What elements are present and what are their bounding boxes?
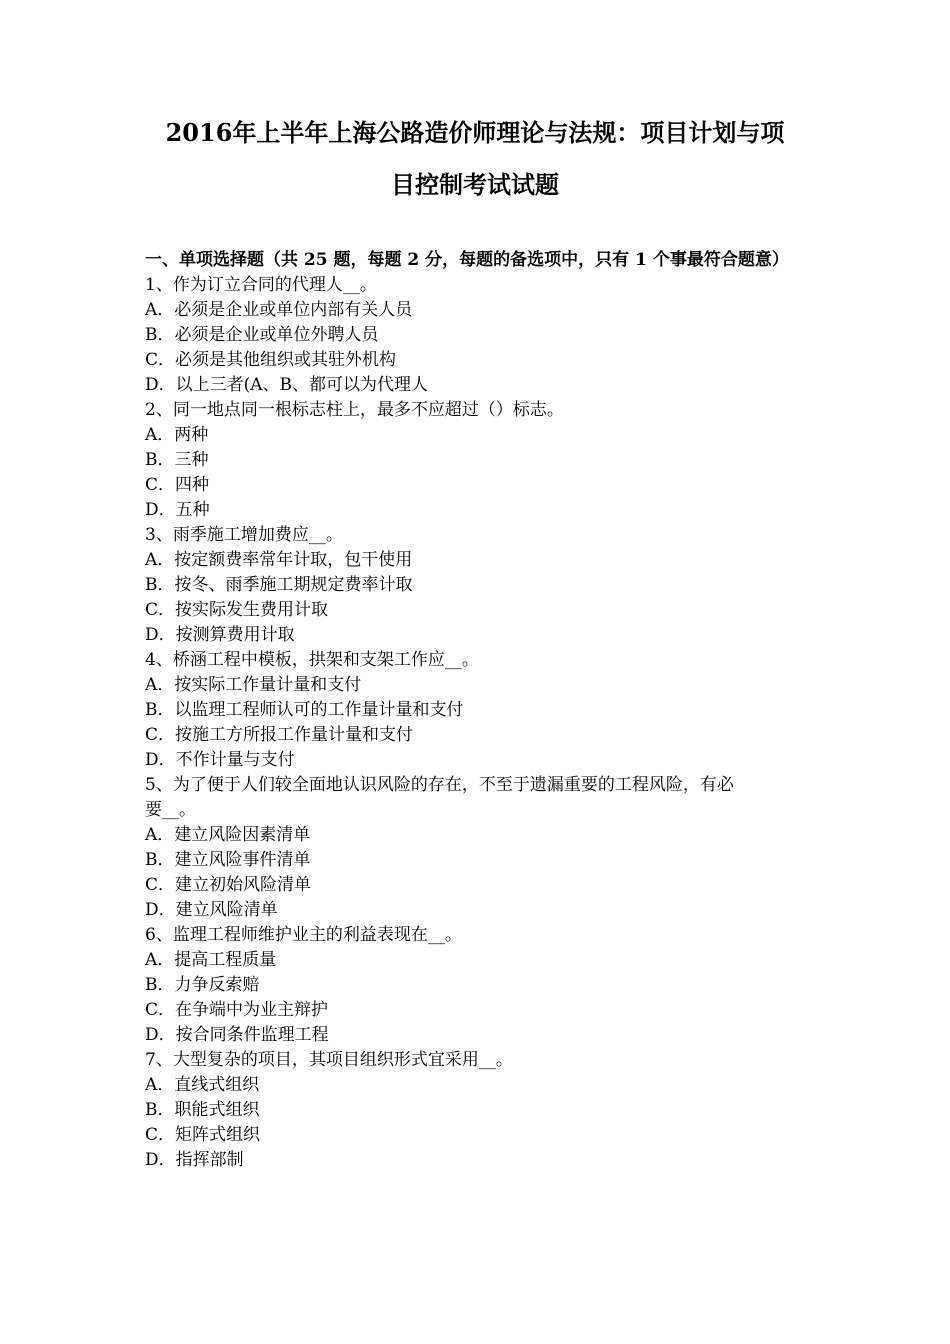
question-option: D．指挥部制 <box>145 1150 244 1170</box>
question-option: C．建立初始风险清单 <box>145 875 312 895</box>
question-list <box>145 273 810 1173</box>
question-option: B．力争反索赔 <box>145 975 260 995</box>
question-option: A．必须是企业或单位内部有关人员 <box>145 300 413 320</box>
question-stem: 5、为了便于人们较全面地认识风险的存在，不至于遗漏重要的工程风险，有必 <box>145 775 734 795</box>
section-heading: 一、单项选择题（共 25 题，每题 2 分，每题的备选项中，只有 1 个事最符合题意） <box>145 250 789 270</box>
question-option: A．两种 <box>145 425 209 445</box>
question-option: C．按施工方所报工作量计量和支付 <box>145 725 414 745</box>
question-stem: 3、雨季施工增加费应__。 <box>145 525 343 545</box>
question-option: B．必须是企业或单位外聘人员 <box>145 325 379 345</box>
question-option: B．建立风险事件清单 <box>145 850 311 870</box>
document-title-line-2: 目控制考试试题 <box>391 170 559 199</box>
question-option: C．矩阵式组织 <box>145 1125 261 1145</box>
question-option: D．不作计量与支付 <box>145 750 295 770</box>
question-option: B．职能式组织 <box>145 1100 260 1120</box>
question-7 <box>145 1048 810 1173</box>
question-option: A．按实际工作量计量和支付 <box>145 675 362 695</box>
question-option: A．提高工程质量 <box>145 950 277 970</box>
question-option: D．建立风险清单 <box>145 900 278 920</box>
question-stem: 2、同一地点同一根标志柱上，最多不应超过（）标志。 <box>145 400 564 420</box>
question-option: C．按实际发生费用计取 <box>145 600 329 620</box>
question-5 <box>145 773 810 923</box>
question-option: D．以上三者(A、B、都可以为代理人 <box>145 375 429 395</box>
question-stem: 6、监理工程师维护业主的利益表现在__。 <box>145 925 462 945</box>
question-3 <box>145 523 810 648</box>
question-4 <box>145 648 810 773</box>
question-stem: 1、作为订立合同的代理人__。 <box>145 275 377 295</box>
question-option: C．必须是其他组织或其驻外机构 <box>145 350 397 370</box>
question-option: A．按定额费率常年计取，包干使用 <box>145 550 413 570</box>
document-body <box>145 248 810 1173</box>
question-stem: 要__。 <box>145 800 196 820</box>
question-option: D．按测算费用计取 <box>145 625 295 645</box>
question-option: B．三种 <box>145 450 209 470</box>
question-option: A．直线式组织 <box>145 1075 260 1095</box>
question-option: D．五种 <box>145 500 210 520</box>
question-option: C．四种 <box>145 475 210 495</box>
question-option: B．以监理工程师认可的工作量计量和支付 <box>145 700 464 720</box>
question-1 <box>145 273 810 398</box>
question-2 <box>145 398 810 523</box>
question-option: C．在争端中为业主辩护 <box>145 1000 329 1020</box>
question-option: D．按合同条件监理工程 <box>145 1025 329 1045</box>
question-stem: 4、桥涵工程中模板，拱架和支架工作应__。 <box>145 650 479 670</box>
question-option: A．建立风险因素清单 <box>145 825 311 845</box>
question-stem: 7、大型复杂的项目，其项目组织形式宜采用__。 <box>145 1050 513 1070</box>
question-option: B．按冬、雨季施工期规定费率计取 <box>145 575 413 595</box>
document-title-line-1: 2016年上半年上海公路造价师理论与法规：项目计划与项 <box>165 118 785 147</box>
question-6 <box>145 923 810 1048</box>
